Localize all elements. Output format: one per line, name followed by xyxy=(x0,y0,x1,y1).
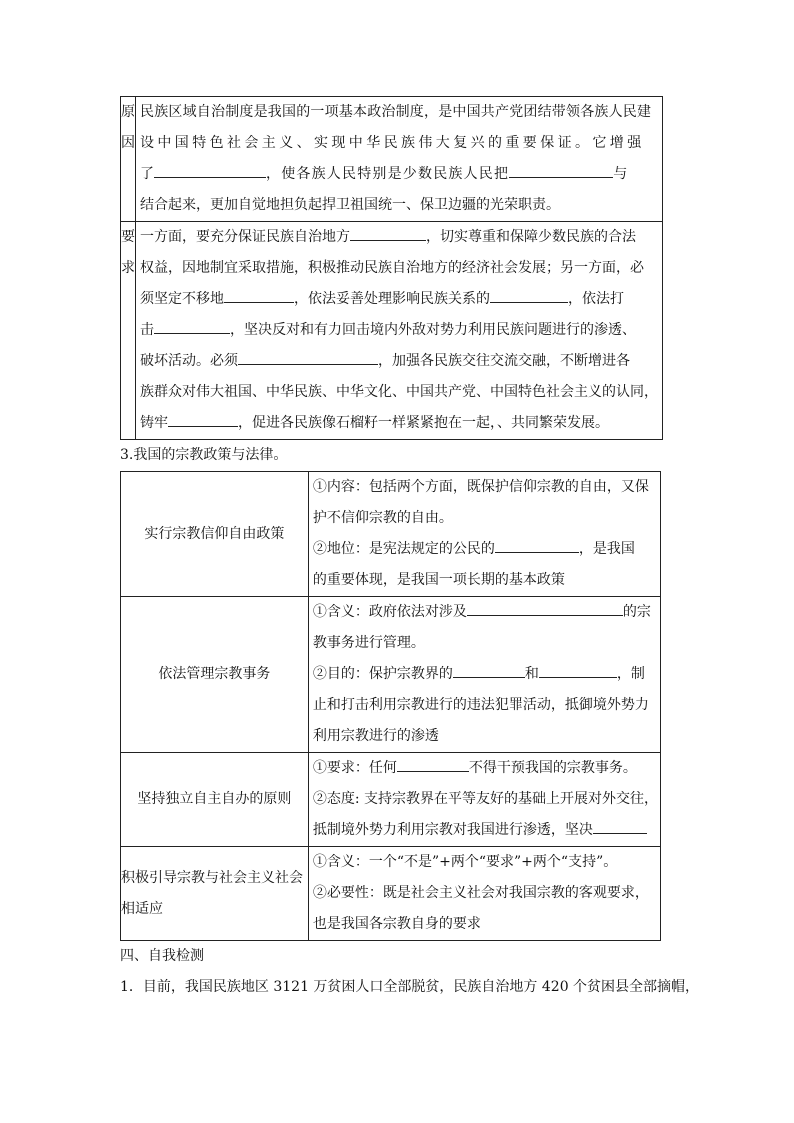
text-line xyxy=(140,346,658,377)
text-segment: 的宗 xyxy=(622,604,651,620)
text-segment: 击 xyxy=(140,322,154,338)
text-line: 族群众对伟大祖国、中华民族、中华文化、中国共产党、中国特色社会主义的认同， xyxy=(140,384,658,400)
text-segment: 不得干预我国的宗教事务。 xyxy=(468,760,637,776)
text-segment: 铸牢 xyxy=(140,415,168,431)
text-line xyxy=(140,408,658,439)
fill-blank[interactable] xyxy=(350,226,426,241)
policy-name: 实行宗教信仰自由政策 xyxy=(121,472,309,597)
text-segment: ，依法打 xyxy=(568,291,624,307)
section-heading: 3.我国的宗教政策与法律。 xyxy=(120,447,288,463)
text-line xyxy=(140,315,658,346)
text-line: 设中国特色社会主义、实现中华民族伟大复兴的重要保证。它增强 xyxy=(140,135,645,151)
text-segment: ①要求：任何 xyxy=(312,760,397,776)
text-segment: ，加强各民族交往交流交融，不断增进各 xyxy=(378,353,630,369)
reason-cell xyxy=(136,97,663,222)
policy-name: 积极引导宗教与社会主义社会相适应 xyxy=(121,847,309,941)
table-row xyxy=(121,472,661,597)
text-line: 护不信仰宗教的自由。 xyxy=(312,510,453,526)
text-line: 教事务进行管理。 xyxy=(312,635,425,651)
text-line xyxy=(313,815,658,846)
text-segment: ②地位：是宪法规定的公民的 xyxy=(312,541,495,557)
fill-blank[interactable] xyxy=(154,319,230,334)
text-segment: ①含义：政府依法对涉及 xyxy=(312,604,467,620)
text-line: ②态度: 支持宗教界在平等友好的基础上开展对外交往， xyxy=(312,791,658,807)
row-label-requirement: 要求 xyxy=(121,222,136,440)
text-line: 止和打击利用宗教进行的违法犯罪活动，抵御境外势力 xyxy=(312,697,649,713)
fill-blank[interactable] xyxy=(224,288,294,303)
text-segment: 破坏活动。必须 xyxy=(140,353,238,369)
fill-blank[interactable] xyxy=(154,163,266,178)
policy-detail xyxy=(308,847,660,941)
table-row xyxy=(121,597,661,753)
text-line: 利用宗教进行的渗透 xyxy=(312,728,439,744)
text-segment: ，使各族人民特别是少数民族人民把 xyxy=(266,166,510,182)
fill-blank[interactable] xyxy=(467,601,623,616)
policy-detail xyxy=(308,472,660,597)
fill-blank[interactable] xyxy=(495,538,579,553)
text-segment: ，切实尊重和保障少数民族的合法 xyxy=(426,229,636,245)
text-line xyxy=(140,284,658,315)
text-segment: ，依法妥善处理影响民族关系的 xyxy=(294,291,490,307)
fill-blank[interactable] xyxy=(453,663,525,678)
table-row xyxy=(121,847,661,941)
text-segment: 抵制境外势力利用宗教对我国进行渗透，坚决 xyxy=(312,822,593,838)
text-segment: 须坚定不移地 xyxy=(140,291,224,307)
text-line: 也是我国各宗教自身的要求 xyxy=(312,916,481,932)
table-row xyxy=(121,97,663,222)
text-segment: ，坚决反对和有力回击境内外敌对势力利用民族问题进行的渗透、 xyxy=(230,322,636,338)
ethnic-autonomy-table xyxy=(120,96,663,440)
text-segment: ，促进各民族像石榴籽一样紧紧抱在一起，、共同繁荣发展。 xyxy=(238,415,609,431)
requirement-cell xyxy=(136,222,663,440)
fill-blank[interactable] xyxy=(238,350,378,365)
text-line: ①内容：包括两个方面，既保护信仰宗教的自由，又保 xyxy=(312,479,649,495)
text-line: 的重要体现，是我国一项长期的基本政策 xyxy=(312,572,565,588)
text-segment: ，是我国 xyxy=(578,541,635,557)
text-segment: 一方面，要充分保证民族自治地方 xyxy=(140,229,350,245)
text-line xyxy=(313,597,658,628)
text-segment: 了 xyxy=(140,166,154,182)
text-segment: ②目的：保护宗教界的 xyxy=(312,666,453,682)
text-line: ②必要性：既是社会主义社会对我国宗教的客观要求， xyxy=(312,885,649,901)
policy-detail xyxy=(308,597,660,753)
row-label-reason: 原因 xyxy=(121,97,136,222)
fill-blank[interactable] xyxy=(397,757,469,772)
text-segment: 和 xyxy=(524,666,539,682)
page-content xyxy=(120,96,700,1003)
policy-name: 坚持独立自主自办的原则 xyxy=(121,753,309,847)
text-line: 民族区域自治制度是我国的一项基本政治制度，是中国共产党团结带领各族人民建 xyxy=(140,104,652,120)
text-line xyxy=(313,659,658,690)
fill-blank[interactable] xyxy=(490,288,568,303)
text-line xyxy=(140,222,658,253)
fill-blank[interactable] xyxy=(539,663,617,678)
table-row xyxy=(121,753,661,847)
text-line xyxy=(313,753,658,784)
fill-blank[interactable] xyxy=(509,163,613,178)
text-line: ①含义：一个“不是”+两个“要求”+两个“支持”。 xyxy=(312,854,618,870)
policy-name: 依法管理宗教事务 xyxy=(121,597,309,753)
section-heading: 四、自我检测 xyxy=(120,948,204,964)
question-text: 1．目前，我国民族地区 3121 万贫困人口全部脱贫，民族自治地方 420 个贫困县全部摘帽， xyxy=(120,979,700,995)
religion-policy-table xyxy=(120,471,661,941)
text-line: 权益，因地制宜采取措施，积极推动民族自治地方的经济社会发展；另一方面，必 xyxy=(140,260,644,276)
text-line: 结合起来，更加自觉地担负起捍卫祖国统一、保卫边疆的光荣职责。 xyxy=(140,197,560,213)
policy-detail xyxy=(308,753,660,847)
table-row xyxy=(121,222,663,440)
fill-blank[interactable] xyxy=(593,819,647,834)
text-line xyxy=(140,159,658,190)
fill-blank[interactable] xyxy=(168,412,238,427)
text-line xyxy=(313,534,658,565)
text-segment: 与 xyxy=(613,166,628,182)
text-segment: ，制 xyxy=(616,666,645,682)
